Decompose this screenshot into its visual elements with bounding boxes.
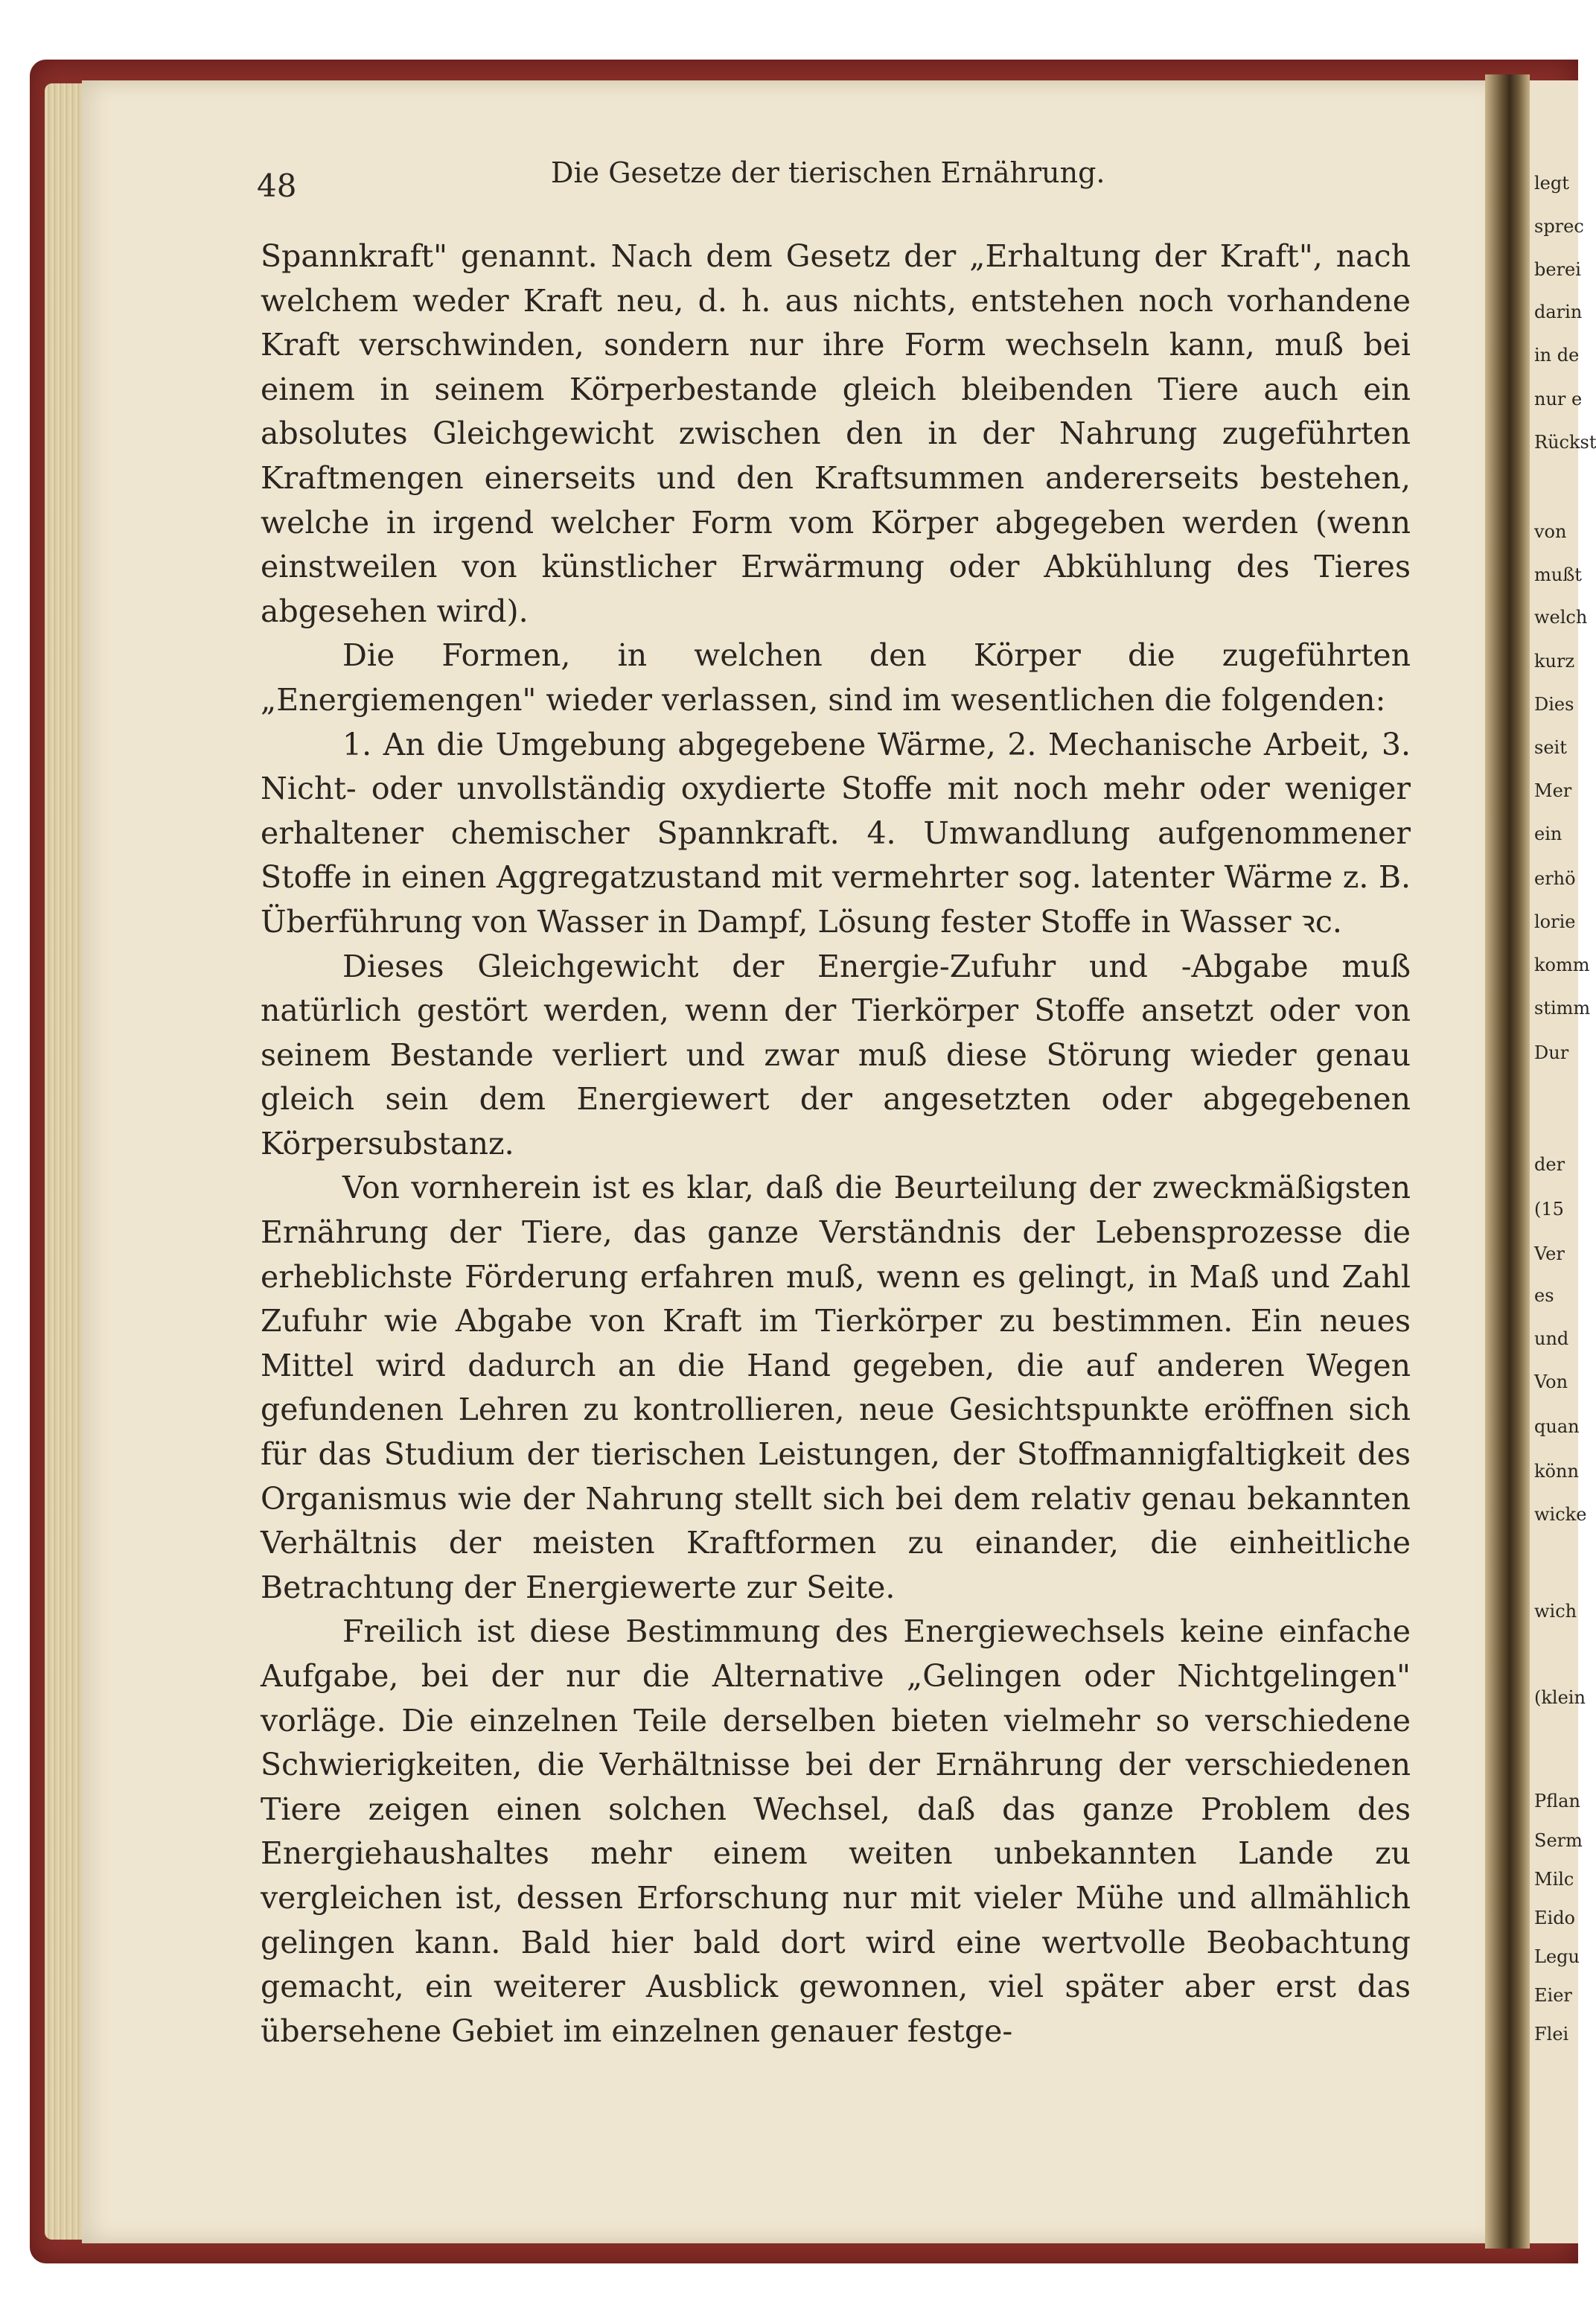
facing-page-fragment: mußt (1534, 564, 1582, 585)
facing-page-fragment: Von (1534, 1371, 1568, 1392)
facing-page-fragment: der (1534, 1154, 1565, 1175)
facing-page-fragment: lorie (1534, 911, 1576, 932)
facing-page-fragment: Dies (1534, 694, 1574, 715)
facing-page-fragment: Pflan (1534, 1791, 1580, 1811)
facing-page-fragment: es (1534, 1285, 1554, 1306)
body-text (261, 235, 1411, 2053)
facing-page-fragment: nur e (1534, 389, 1583, 410)
paragraph: Von vornherein ist es klar, daß die Beurteilung der zweckmäßigsten Ernährung der Tiere, das ganze Verständnis der Lebensprozesse die erheblichste Förderung erfahren muß, wenn es gelingt, in Maß und Zahl Zufuhr wie Abgabe von Kraft im Tierkörper zu bestimmen. Ein neues Mittel wird dadurch an die Hand gegeben, die auf anderen Wegen gefundenen Lehren zu kontrollieren, neue Gesichtspunkte eröffnen sich für das Studium der tierischen Leistungen, der Stoffmannigfaltigkeit des Organismus wie der Nahrung stellt sich bei dem relativ genau bekannten Verhältnis der meisten Kraftformen zu einander, die einheitliche Betrachtung der Energiewerte zur Seite. (261, 1170, 1411, 1605)
paragraph: Freilich ist diese Bestimmung des Energiewechsels keine einfache Aufgabe, bei der nur die Alternative „Gelingen oder Nichtgelingen" vorläge. Die einzelnen Teile derselben bieten vielmehr so verschiedene Schwierigkeiten, die Verhältnisse bei der Ernährung der verschiedenen Tiere zeigen einen solchen Wechsel, daß das ganze Problem des Energiehaushaltes mehr einem weiten unbekannten Lande zu vergleichen ist, dessen Erforschung nur mit vieler Mühe und allmählich gelingen kann. Bald hier bald dort wird eine wertvolle Beobachtung gemacht, ein weiterer Ausblick gewonnen, viel später aber erst das übersehene Gebiet im einzelnen genauer festge- (261, 1613, 1411, 2049)
facing-page-fragment: Mer (1534, 780, 1572, 801)
paragraph: Die Formen, in welchen den Körper die zugeführten „Energiemengen" wieder verlassen, sind im wesentlichen die folgenden: (261, 637, 1411, 718)
facing-page-fragment: ein (1534, 823, 1563, 844)
facing-page-edge (1530, 80, 1596, 2243)
facing-page-fragment: berei (1534, 259, 1581, 280)
facing-page-fragment: komm (1534, 955, 1590, 975)
paragraph: Dieses Gleichgewicht der Energie-Zufuhr und -Abgabe muß natürlich gestört werden, wenn der Tierkörper Stoffe ansetzt oder von seinem Bestande verliert und zwar muß diese Störung wieder genau gleich sein dem Energiewert der angesetzten oder abgegebenen Körpersubstanz. (261, 948, 1411, 1162)
book-gutter (1485, 74, 1530, 2249)
facing-page-fragment: Dur (1534, 1042, 1569, 1063)
facing-page-fragment: wicke (1534, 1504, 1587, 1525)
facing-page-fragment: legt (1534, 173, 1569, 194)
facing-page-fragment: kurz (1534, 651, 1575, 672)
facing-page-fragment: seit (1534, 737, 1567, 758)
page-number: 48 (257, 168, 297, 204)
paragraph: Spannkraft" genannt. Nach dem Gesetz der „Erhaltung der Kraft", nach welchem weder Kraft neu, d. h. aus nichts, entstehen noch vorhandene Kraft verschwinden, sondern nur ihre Form wechseln kann, muß bei einem in seinem Körperbestande gleich bleibenden Tiere auch ein absolutes Gleichgewicht zwischen den in der Nahrung zugeführten Kraftmengen einerseits und den Kraftsummen andererseits bestehen, welche in irgend welcher Form vom Körper abgegeben werden (wenn einstweilen von künstlicher Erwärmung oder Abkühlung des Tieres abgesehen wird). (261, 238, 1411, 629)
facing-page-fragment: Eier (1534, 1985, 1572, 2006)
facing-page-fragment: welch (1534, 607, 1588, 628)
facing-page-fragment: sprec (1534, 216, 1584, 237)
facing-page-fragment: und (1534, 1328, 1569, 1349)
facing-page-fragment: Rückst (1534, 432, 1596, 453)
facing-page-fragment: erhö (1534, 868, 1576, 889)
facing-page-fragment: quan (1534, 1416, 1580, 1437)
facing-page-fragment: Legu (1534, 1946, 1580, 1967)
facing-page-fragment: Flei (1534, 2024, 1569, 2045)
facing-page-fragment: Ver (1534, 1243, 1565, 1264)
facing-page-fragment: darin (1534, 302, 1583, 322)
running-title: Die Gesetze der tierischen Ernährung. (551, 156, 1105, 189)
facing-page-fragment: Eido (1534, 1908, 1576, 1928)
facing-page-fragment: von (1534, 521, 1567, 542)
facing-page-fragment: in de (1534, 345, 1580, 366)
facing-page-fragment: wich (1534, 1601, 1577, 1622)
facing-page-fragment: könn (1534, 1461, 1579, 1482)
paragraph: 1. An die Umgebung abgegebene Wärme, 2. Mechanische Arbeit, 3. Nicht- oder unvollständig oxydierte Stoffe mit noch mehr oder weniger erhaltener chemischer Spannkraft. 4. Umwandlung aufgenommener Stoffe in einen Aggregatzustand mit vermehrter sog. latenter Wärme z. B. Überführung von Wasser in Dampf, Lösung fester Stoffe in Wasser ꝛc. (261, 726, 1411, 940)
facing-page-fragment: Milc (1534, 1869, 1574, 1890)
facing-page-fragment: (15 (1534, 1199, 1564, 1220)
facing-page-fragment: Serm (1534, 1830, 1583, 1851)
facing-page-fragment: stimm (1534, 998, 1591, 1019)
facing-page-fragment: (klein (1534, 1687, 1586, 1708)
